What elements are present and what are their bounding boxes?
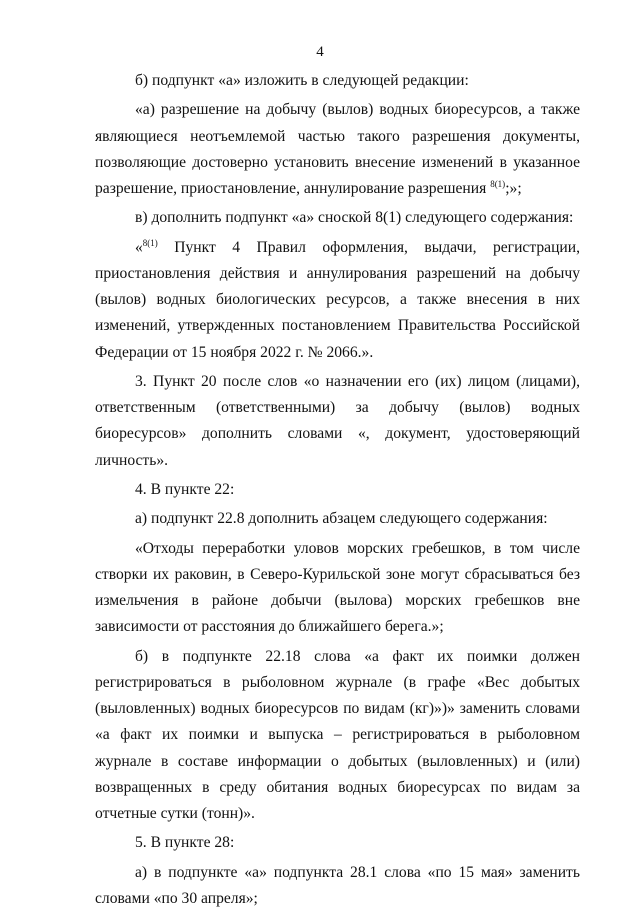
paragraph xyxy=(95,506,580,532)
footnote-marker: 8(1) xyxy=(490,179,506,189)
paragraph-text: 5. В пункте 28: xyxy=(135,834,235,852)
paragraph xyxy=(95,68,580,94)
paragraph-text: а) подпункт 22.8 дополнить абзацем следующего содержания: xyxy=(135,510,548,528)
paragraph-text: 3. Пункт 20 после слов «о назначении его (их) лицом (лицами), ответственным (ответственными) за добычу (вылов) водных биоресурсов» дополнить словами «, документ, удостоверяющий личность». xyxy=(95,372,580,469)
page-number: 4 xyxy=(316,44,324,60)
paragraph xyxy=(95,860,580,912)
footnote-marker: 8(1) xyxy=(142,237,158,248)
paragraph xyxy=(95,369,580,474)
paragraph-text: в) дополнить подпункт «а» сноской 8(1) следующего содержания: xyxy=(135,209,574,227)
paragraph xyxy=(95,644,580,827)
paragraph xyxy=(95,536,580,641)
paragraph-text: б) в подпункте 22.18 слова «а факт их поимки должен регистрироваться в рыболовном журнале (в графе «Вес добытых (выловленных) водных биоресурсов по видам (кг)»)» заменить словами «а факт их поимки и выпуска – регистрироваться в рыболовном журнале в составе информации о добытых (выловленных) и (или) возвращенных в среду обитания водных биоресурсах по видам за отчетные сутки (тонн)». xyxy=(95,647,580,822)
paragraph-text: « xyxy=(135,238,143,256)
paragraph-text: ;»; xyxy=(505,180,522,197)
paragraph-text: «Отходы переработки уловов морских гребешков, в том числе створки их раковин, в Северо-Курильской зоне могут сбрасываться без измельчения в районе добычи (вылова) морских гребешков вне зависимости от расстояния до ближайшего берега.»; xyxy=(95,539,580,636)
paragraph-text: а) в подпункте «а» подпункта 28.1 слова «по 15 мая» заменить словами «по 30 апреля»; xyxy=(95,863,580,907)
paragraph xyxy=(95,830,580,856)
paragraph-text: Пункт 4 Правил оформления, выдачи, регистрации, приостановления действия и аннулирования разрешений на добычу (вылов) водных биологических ресурсов, а также внесения в них изменений, утвержденных постановлением Правительства Российской Федерации от 15 ноября 2022 г. № 2066.». xyxy=(95,238,580,361)
paragraph xyxy=(95,205,580,231)
paragraph-text: «а) разрешение на добычу (вылов) водных биоресурсов, а также являющиеся неотъемлемой частью такого разрешения документы, позволяющие достоверно установить внесение изменений в указанное разрешение, приостановление, аннулирование разрешения xyxy=(95,101,580,197)
paragraph xyxy=(95,97,580,202)
paragraph xyxy=(95,235,580,366)
paragraph xyxy=(95,477,580,503)
paragraph-text: 4. В пункте 22: xyxy=(135,480,235,498)
paragraph-text: б) подпункт «а» изложить в следующей редакции: xyxy=(135,72,469,89)
document-body xyxy=(95,68,580,912)
